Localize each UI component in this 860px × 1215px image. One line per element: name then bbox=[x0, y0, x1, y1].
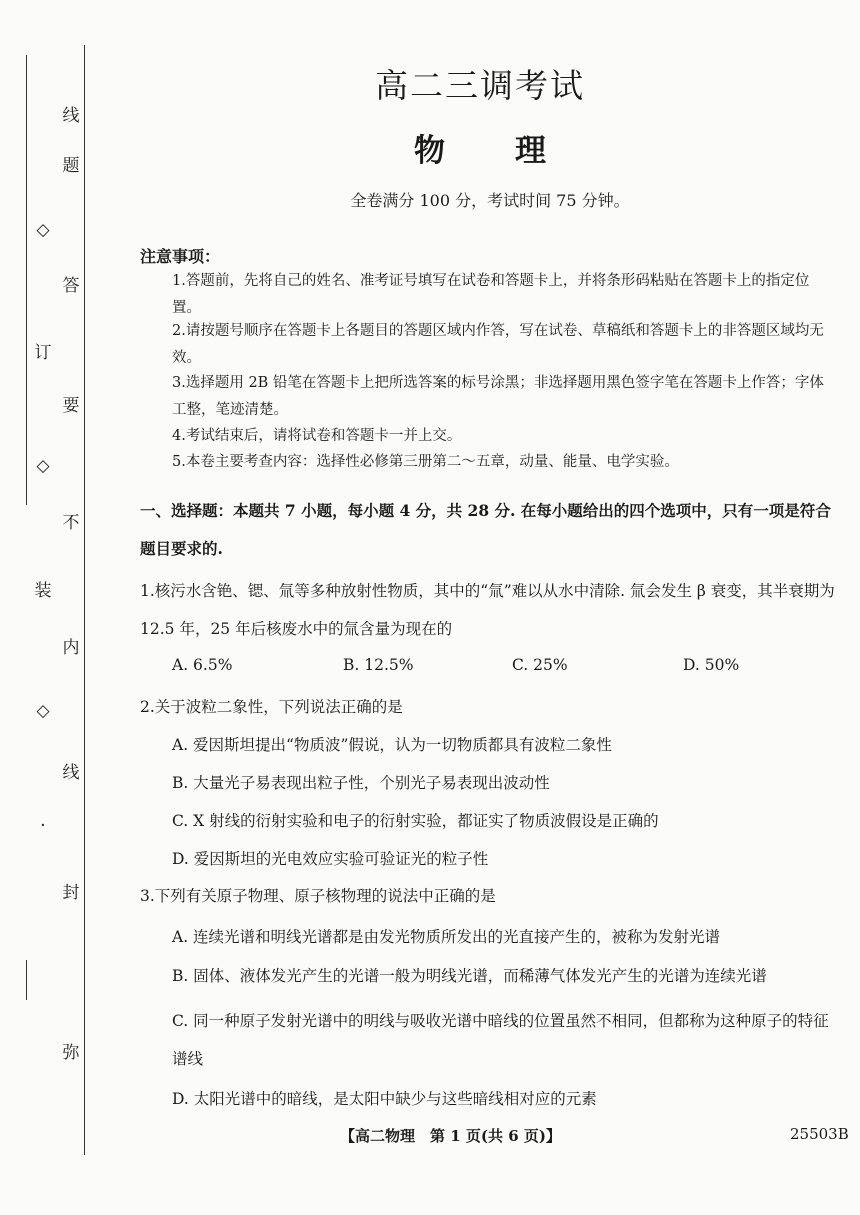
subject-char-1: 物 bbox=[414, 133, 445, 169]
margin-char: 不 bbox=[62, 513, 80, 533]
margin-char: ◇ bbox=[36, 456, 50, 476]
margin-char: · bbox=[40, 816, 46, 836]
margin-char: 订 bbox=[34, 343, 52, 363]
question-2-option-a: A. 爱因斯坦提出“物质波”假说，认为一切物质都具有波粒二象性 bbox=[172, 736, 612, 754]
margin-char: ◇ bbox=[36, 220, 50, 240]
margin-char: ◇ bbox=[36, 701, 50, 721]
note-item: 3.选择题用 2B 铅笔在答题卡上把所选答案的标号涂黑；非选择题用黑色签字笔在答题卡上作答；字体工整，笔迹清楚。 bbox=[172, 375, 824, 418]
question-2-option-b: B. 大量光子易表现出粒子性，个别光子易表现出波动性 bbox=[172, 774, 550, 792]
question-1-option-b: B. 12.5% bbox=[343, 656, 414, 674]
margin-char: 题 bbox=[62, 156, 80, 176]
margin-char: 线 bbox=[62, 763, 80, 783]
margin-char: 答 bbox=[62, 276, 80, 296]
margin-char: 线 bbox=[62, 106, 80, 126]
note-item: 2.请按题号顺序在答题卡上各题目的答题区域内作答，写在试卷、草稿纸和答题卡上的非答题区域均无效。 bbox=[172, 323, 824, 366]
binding-line-outer bbox=[26, 55, 27, 505]
margin-char: 封 bbox=[62, 883, 80, 903]
question-3-stem: 3.下列有关原子物理、原子核物理的说法中正确的是 bbox=[140, 887, 496, 905]
question-2-option-d: D. 爱因斯坦的光电效应实验可验证光的粒子性 bbox=[172, 850, 489, 868]
page-footer: 【高二物理 第 1 页(共 6 页)】 bbox=[340, 1127, 561, 1145]
question-1-option-a: A. 6.5% bbox=[172, 656, 233, 674]
note-item: 5.本卷主要考查内容：选择性必修第三册第二～五章，动量、能量、电学实验。 bbox=[172, 454, 679, 470]
note-item: 4.考试结束后，请将试卷和答题卡一并上交。 bbox=[172, 428, 462, 444]
exam-meta: 全卷满分 100 分，考试时间 75 分钟。 bbox=[350, 191, 630, 210]
question-3-option-a: A. 连续光谱和明线光谱都是由发光物质所发出的光直接产生的，被称为发射光谱 bbox=[172, 928, 721, 946]
question-3-option-b: B. 固体、液体发光产生的光谱一般为明线光谱，而稀薄气体发光产生的光谱为连续光谱 bbox=[172, 967, 767, 985]
question-2-stem: 2.关于波粒二象性，下列说法正确的是 bbox=[140, 698, 403, 716]
notes-heading: 注意事项： bbox=[140, 247, 221, 266]
exam-title: 高二三调考试 bbox=[375, 66, 585, 105]
binding-line-outer-lower bbox=[26, 960, 27, 1000]
margin-char: 弥 bbox=[62, 1043, 80, 1063]
section-heading: 一、选择题：本题共 7 小题，每小题 4 分，共 28 分. 在每小题给出的四个选项中，只有一项是符合题目要求的. bbox=[140, 501, 831, 558]
question-3-option-d: D. 太阳光谱中的暗线，是太阳中缺少与这些暗线相对应的元素 bbox=[172, 1090, 597, 1108]
margin-char: 内 bbox=[62, 638, 80, 658]
question-3-option-c: C. 同一种原子发射光谱中的明线与吸收光谱中暗线的位置虽然不相同，但都称为这种原子的特征谱线 bbox=[172, 1012, 829, 1068]
note-item: 1.答题前，先将自己的姓名、准考证号填写在试卷和答题卡上，并将条形码粘贴在答题卡上的指定位置。 bbox=[172, 273, 810, 316]
subject-char-2: 理 bbox=[515, 133, 546, 169]
question-2-option-c: C. X 射线的衍射实验和电子的衍射实验，都证实了物质波假设是正确的 bbox=[172, 812, 659, 830]
margin-char: 要 bbox=[62, 396, 80, 416]
subject-title bbox=[0, 125, 860, 170]
question-1-option-c: C. 25% bbox=[512, 656, 568, 674]
question-1-option-d: D. 50% bbox=[683, 656, 740, 674]
question-1-stem: 1.核污水含铯、锶、氚等多种放射性物质，其中的“氚”难以从水中清除. 氚会发生 β 衰变，其半衰期为 12.5 年，25 年后核废水中的氚含量为现在的 bbox=[140, 582, 835, 638]
paper-code: 25503B bbox=[790, 1125, 849, 1143]
binding-line-inner bbox=[84, 45, 85, 1155]
margin-char: 装 bbox=[34, 581, 52, 601]
